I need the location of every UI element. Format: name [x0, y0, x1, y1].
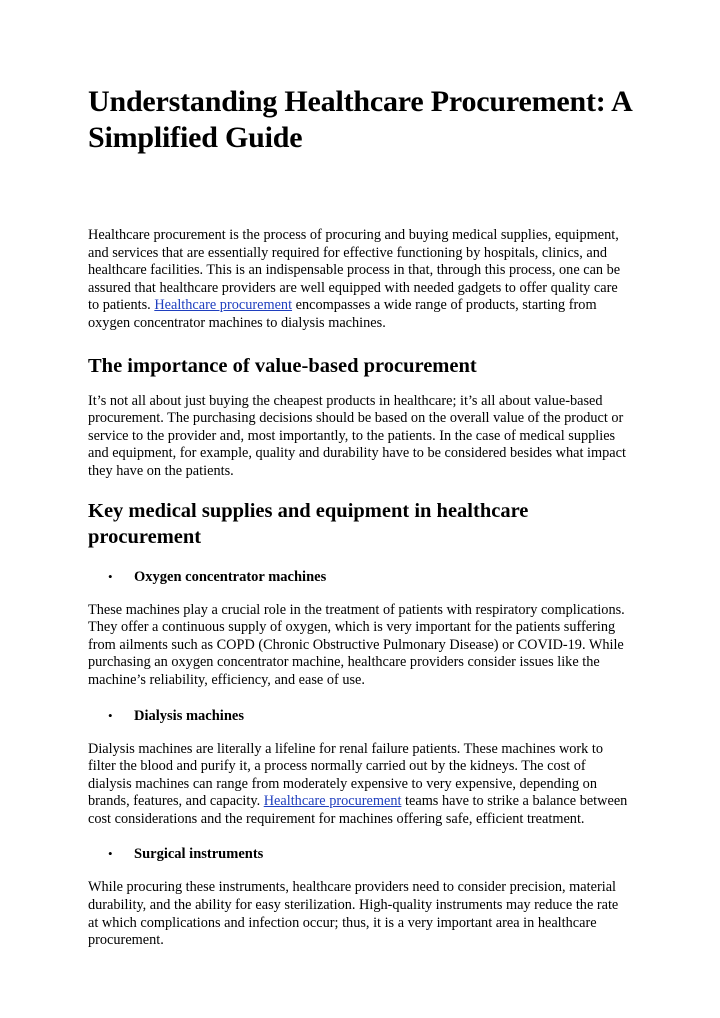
- list-item-oxygen-concentrator: [88, 568, 632, 586]
- healthcare-procurement-link[interactable]: Healthcare procurement: [263, 793, 402, 810]
- key-supplies-heading: Key medical supplies and equipment in healthcare procurement: [88, 499, 529, 548]
- bullet-icon: •: [108, 707, 113, 723]
- dialysis-text-start: Dialysis machines are literally a lifeline for renal failure patients. These machines work to filter the blood and purify it, a process normally carried out by the kidneys. The cost of dialysis machines can range from moderately expensive to very expensive, depending on brands, features, and capacity.: [88, 740, 604, 810]
- oxygen-concentrator-paragraph: These machines play a crucial role in the treatment of patients with respiratory complications. They offer a continuous supply of oxygen, which is very important for the patients suffering from ailments such as COPD (Chronic Obstructive Pulmonary Disease) or COVID-19. While purchasing an oxygen concentrator machine, healthcare providers consider issues like the machine’s reliability, efficiency, and ease of use.: [88, 601, 625, 688]
- page-title: Understanding Healthcare Procurement: A Simplified Guide: [88, 85, 631, 154]
- list-item-label: Oxygen concentrator machines: [134, 568, 327, 585]
- list-item-surgical-instruments: [88, 845, 632, 863]
- list-item-label: Surgical instruments: [134, 846, 264, 863]
- intro-text-start: Healthcare procurement is the process of procuring and buying medical supplies, equipment, and services that are essentially required for effective functioning by hospitals, clinics, and healthcare facilities. This is an indispensable process in that, through this process, one can be assured that healthcare providers are well equipped with needed gadgets to offer quality care to patients.: [88, 227, 621, 314]
- dialysis-paragraph: [88, 741, 632, 829]
- intro-paragraph: [88, 227, 632, 333]
- bullet-icon: •: [108, 568, 113, 584]
- intro-text-end: encompasses a wide range of products, starting from oxygen concentrator machines to dialysis machines.: [88, 297, 597, 331]
- list-item-label: Dialysis machines: [134, 707, 244, 724]
- importance-paragraph: It’s not all about just buying the cheapest products in healthcare; it’s all about value-based procurement. The purchasing decisions should be based on the overall value of the product or service to the provider and, most importantly, to the patients. In the case of medical supplies and equipment, for example, quality and durability have to be considered besides what impact they have on the patients.: [88, 392, 626, 479]
- dialysis-text-end: teams have to strike a balance between cost considerations and the requirement for machines offering safe, efficient treatment.: [88, 793, 628, 827]
- healthcare-procurement-link[interactable]: Healthcare procurement: [154, 297, 293, 314]
- list-item-dialysis-machines: [88, 707, 632, 725]
- surgical-instruments-paragraph: While procuring these instruments, healthcare providers need to consider precision, material durability, and the ability for easy sterilization. High-quality instruments may reduce the rate at which complications and infection occur; thus, it is a very important area in healthcare procurement.: [88, 879, 619, 949]
- importance-heading: The importance of value-based procurement: [88, 354, 477, 377]
- bullet-icon: •: [108, 846, 113, 862]
